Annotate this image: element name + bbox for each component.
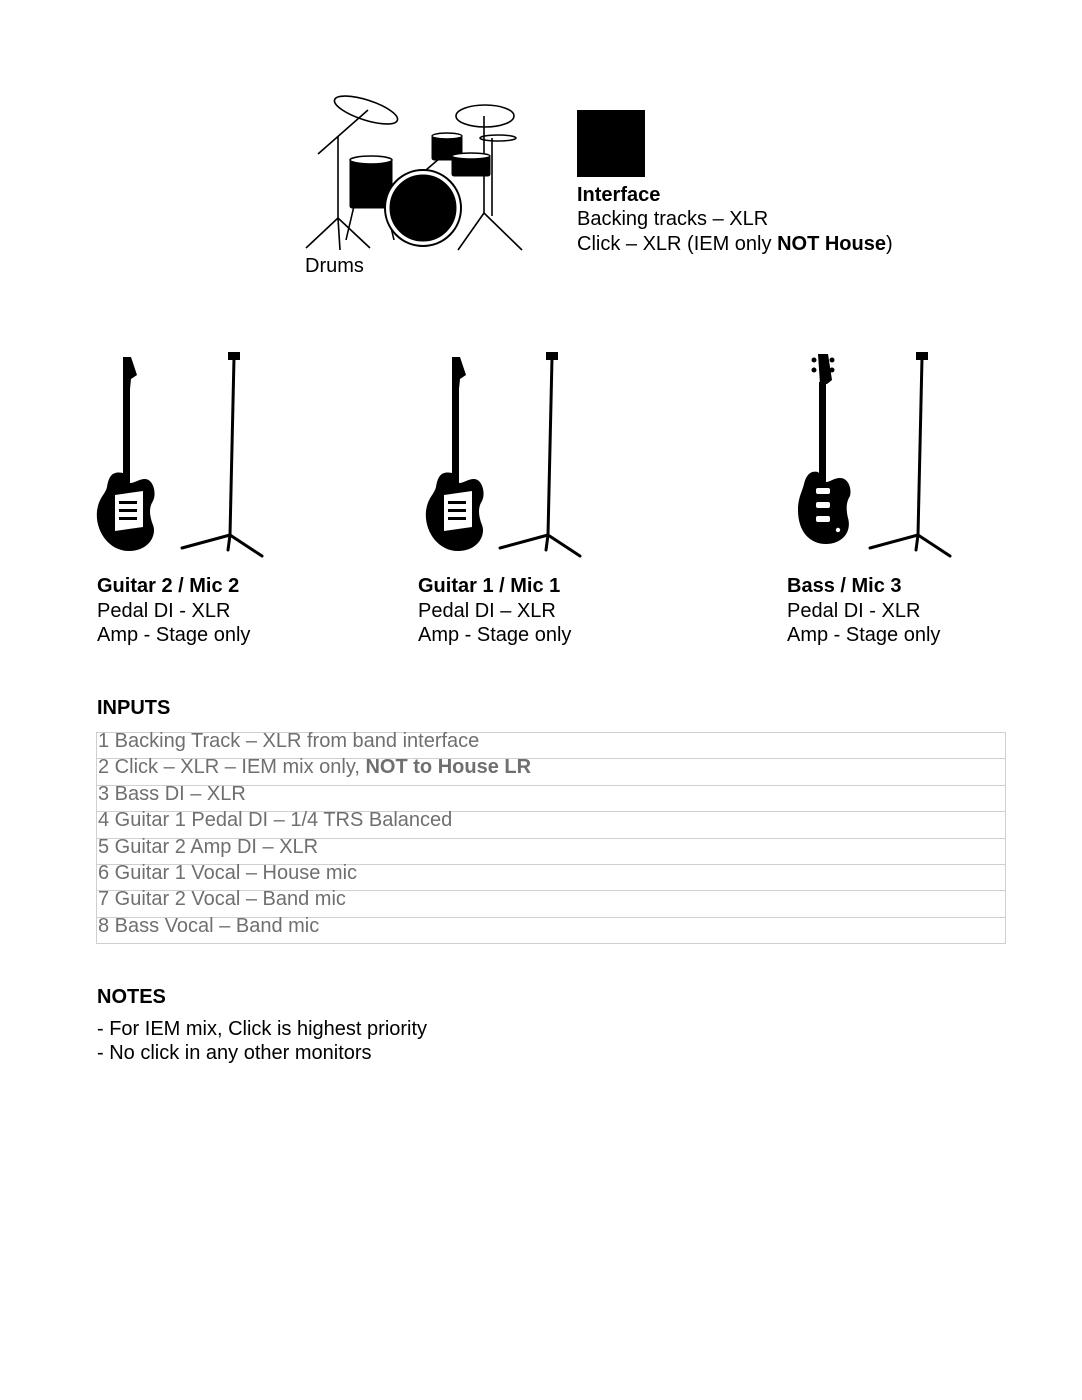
- drum-kit-icon: [300, 88, 535, 258]
- mic-stand-icon: [496, 350, 586, 562]
- interface-line-click: [577, 232, 893, 257]
- notes-heading: NOTES: [97, 986, 166, 1008]
- note-item: - No click in any other monitors: [97, 1042, 372, 1064]
- electric-guitar-icon: [95, 355, 159, 555]
- mic-stand-icon: [866, 350, 956, 562]
- player-line-amp: Amp - Stage only: [787, 624, 941, 646]
- row-text-bold: NOT to House LR: [365, 756, 532, 779]
- interface-line-backing: Backing tracks – XLR: [577, 208, 769, 230]
- drums-label: Drums: [305, 255, 364, 277]
- mic-stand-icon: [178, 350, 268, 562]
- player-guitar-1: [418, 574, 571, 648]
- bass-guitar-icon: [796, 352, 856, 548]
- row-text: 2 Click – XLR – IEM mix only,: [98, 756, 366, 779]
- player-title: Guitar 2 / Mic 2: [97, 575, 240, 597]
- row-text: 4 Guitar 1 Pedal DI – 1/4 TRS Balanced: [98, 809, 453, 832]
- player-line-pedal: Pedal DI - XLR: [97, 599, 231, 622]
- interface-line-click-bold: NOT House: [777, 233, 886, 255]
- note-item: - For IEM mix, Click is highest priority: [97, 1018, 428, 1040]
- interface-line-click-pre: Click – XLR (IEM only: [577, 233, 778, 255]
- row-text: 5 Guitar 2 Amp DI – XLR: [98, 835, 319, 858]
- inputs-heading: INPUTS: [97, 697, 171, 719]
- player-title: Bass / Mic 3: [787, 575, 902, 597]
- player-line-pedal: Pedal DI - XLR: [787, 599, 921, 622]
- player-bass: [787, 574, 940, 648]
- interface-line-click-post: ): [885, 233, 893, 255]
- interface-box-icon: [577, 110, 645, 177]
- interface-title: Interface: [577, 184, 661, 206]
- player-guitar-2: [97, 574, 250, 648]
- inputs-table: [96, 732, 1006, 944]
- row-text: 7 Guitar 2 Vocal – Band mic: [98, 888, 346, 911]
- player-title: Guitar 1 / Mic 1: [418, 575, 561, 597]
- player-line-pedal: Pedal DI – XLR: [418, 599, 556, 622]
- row-text: 8 Bass Vocal – Band mic: [98, 914, 320, 937]
- row-text: 3 Bass DI – XLR: [98, 782, 246, 805]
- row-text: 1 Backing Track – XLR from band interface: [98, 730, 480, 752]
- player-line-amp: Amp - Stage only: [418, 624, 572, 646]
- row-text: 6 Guitar 1 Vocal – House mic: [98, 861, 358, 884]
- table-row: [97, 914, 1005, 944]
- player-line-amp: Amp - Stage only: [97, 624, 251, 646]
- electric-guitar-icon: [424, 355, 488, 555]
